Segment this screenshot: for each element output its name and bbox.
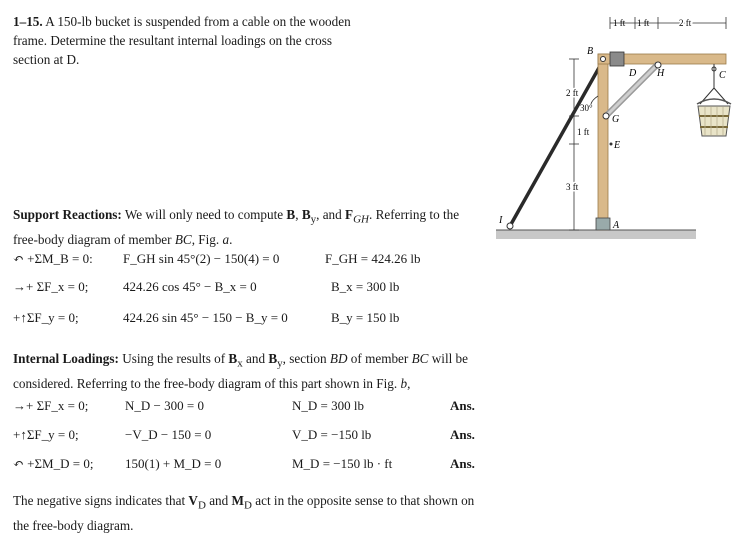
label-C: C bbox=[719, 70, 726, 81]
support-eq-1-label: ↶ +ΣM_B = 0: bbox=[13, 251, 93, 266]
label-G: G bbox=[612, 114, 620, 125]
ground bbox=[496, 230, 696, 239]
pin-I bbox=[507, 223, 513, 229]
angle-label: 30° bbox=[580, 103, 593, 113]
internal-eq-2-label: +↑ΣF_y = 0; bbox=[13, 427, 79, 442]
dim-left-2: 1 ft bbox=[577, 127, 590, 137]
problem-statement bbox=[13, 12, 358, 69]
internal-heading: Internal Loadings: bbox=[13, 351, 119, 366]
dim-left-1: 2 ft bbox=[566, 88, 579, 98]
label-D: D bbox=[629, 68, 637, 79]
internal-eq-1-ans: Ans. bbox=[450, 398, 475, 413]
point-E bbox=[610, 143, 613, 146]
base-A bbox=[596, 218, 610, 230]
dim-top-1: 1 ft bbox=[613, 18, 626, 28]
internal-eq-2-ans: Ans. bbox=[450, 427, 475, 442]
support-eq-1: F_GH sin 45°(2) − 150(4) = 0 bbox=[123, 251, 280, 266]
support-eq-3: 424.26 sin 45° − 150 − B_y = 0 bbox=[123, 310, 288, 325]
label-H: H bbox=[657, 68, 665, 79]
frame-figure bbox=[490, 8, 735, 246]
strut-cable bbox=[510, 66, 600, 226]
internal-eq-3: 150(1) + M_D = 0 bbox=[125, 456, 222, 471]
internal-eq-2: −V_D − 150 = 0 bbox=[125, 427, 212, 442]
support-eq-2-label: →+ ΣF_x = 0; bbox=[13, 279, 89, 294]
internal-eq-1-result: N_D = 300 lb bbox=[292, 398, 364, 413]
internal-eq-1: N_D − 300 = 0 bbox=[125, 398, 204, 413]
label-E: E bbox=[614, 140, 621, 151]
support-heading: Support Reactions: bbox=[13, 207, 122, 222]
dim-left-3: 3 ft bbox=[566, 182, 579, 192]
internal-eq-1-label: →+ ΣF_x = 0; bbox=[13, 398, 89, 413]
support-eq-2-result: B_x = 300 lb bbox=[331, 279, 400, 294]
internal-eq-2-result: V_D = −150 lb bbox=[292, 427, 372, 442]
bucket bbox=[697, 99, 731, 136]
bracket-B bbox=[610, 52, 624, 66]
dim-top-3: 2 ft bbox=[679, 18, 692, 28]
support-eq-2: 424.26 cos 45° − B_x = 0 bbox=[123, 279, 257, 294]
support-eq-3-label: +↑ΣF_y = 0; bbox=[13, 310, 79, 325]
left-dimensions bbox=[569, 59, 579, 230]
label-A: A bbox=[613, 220, 620, 231]
support-eq-3-result: B_y = 150 lb bbox=[331, 310, 400, 325]
conclusion-text: The negative signs indicates that $V_D$ and $M_D$ act in the opposite sense to that shown on the free-body diagram. bbox=[13, 493, 475, 533]
problem-text: A 150-lb bucket is suspended from a cable on the wooden frame. Determine the resultant internal loadings on the cross section at D. bbox=[13, 14, 351, 67]
internal-loadings-text: Internal Loadings: Using the results of $B_x$ and $B_y$, section BD of member BC will be considered. Referring to the free-body diagram of this part shown in Fig. b, bbox=[13, 351, 469, 391]
label-I: I bbox=[499, 215, 503, 226]
internal-eq-3-result: M_D = −150 lb · ft bbox=[292, 456, 393, 471]
dim-top-2: 1 ft bbox=[637, 18, 650, 28]
top-dimensions bbox=[610, 17, 726, 29]
support-reactions-text: Support Reactions: We will only need to compute B, $B_y$, and $F_{GH}$. Referring to the free-body diagram of member BC, Fig. a. bbox=[13, 207, 460, 247]
support-eq-1-result: F_GH = 424.26 lb bbox=[325, 251, 421, 266]
pin-G bbox=[603, 113, 609, 119]
internal-eq-3-label: ↶ +ΣM_D = 0; bbox=[13, 456, 94, 471]
internal-eq-3-ans: Ans. bbox=[450, 456, 475, 471]
problem-number: 1–15. bbox=[13, 14, 43, 29]
label-B: B bbox=[587, 46, 594, 57]
vertical-post bbox=[598, 54, 608, 230]
